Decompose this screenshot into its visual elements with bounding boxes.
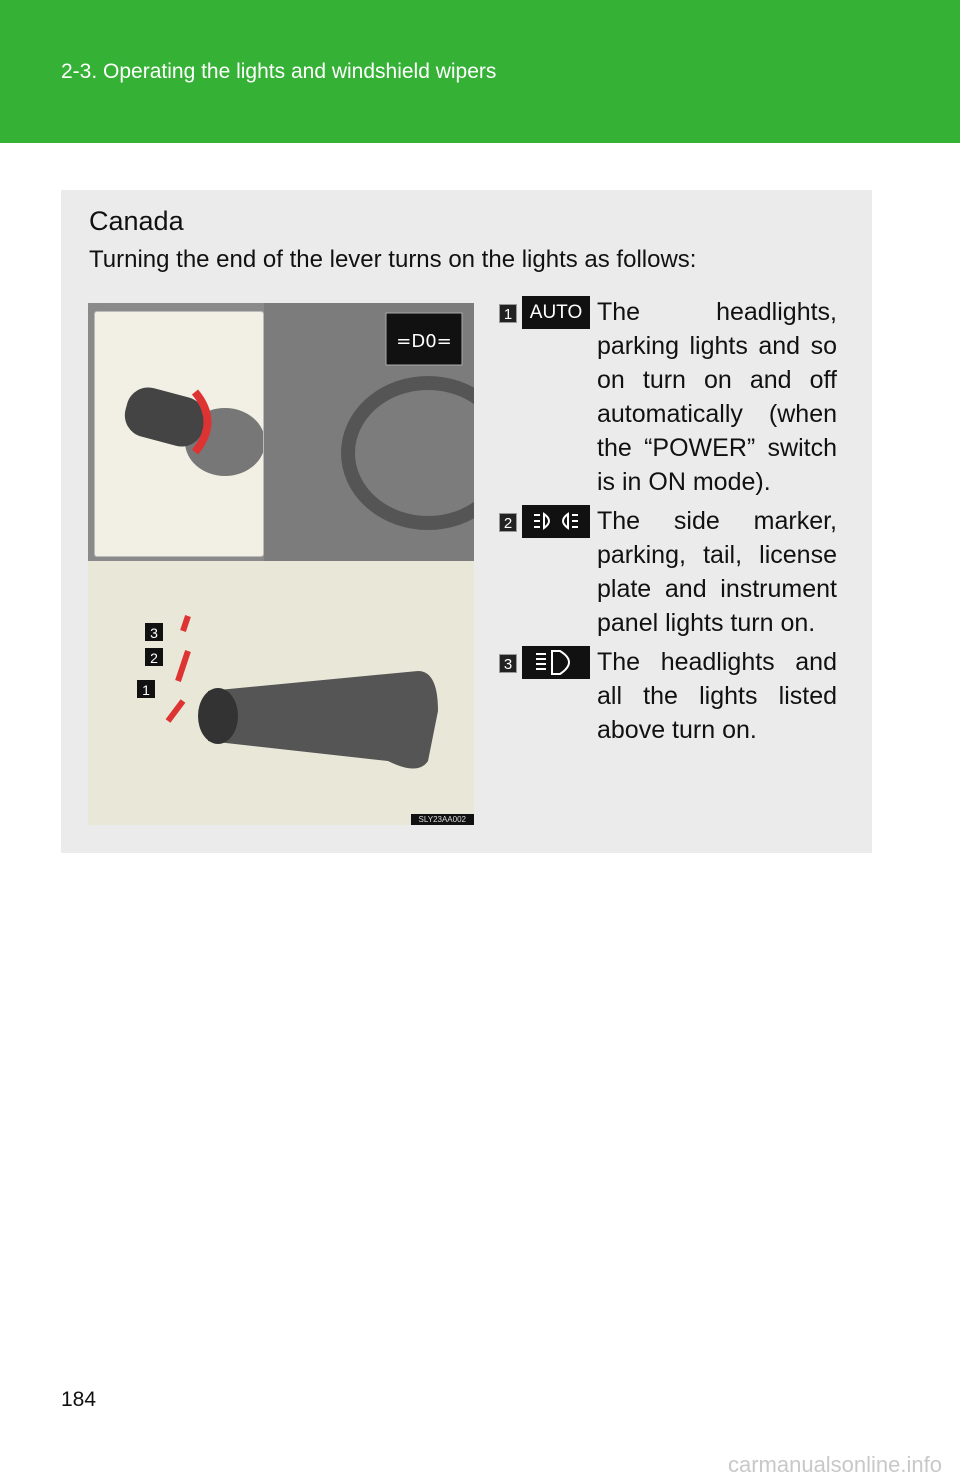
list-item	[497, 295, 837, 499]
headlight-icon	[522, 646, 590, 679]
list-item	[497, 504, 837, 640]
callout-1: 1	[142, 682, 150, 698]
callout-3: 3	[150, 625, 158, 641]
light-switch-illustration	[88, 303, 474, 825]
chapter-title: 2-3. Operating the lights and windshield wipers	[61, 60, 497, 83]
list-item	[497, 645, 837, 747]
lever-turn-inset	[94, 311, 264, 557]
light-positions-list	[497, 295, 837, 752]
item-text: The headlights, parking lights and so on turn on and off automatically (when the “POWER” switch is in ON mode).	[597, 298, 837, 496]
section-header	[0, 0, 960, 143]
parking-lights-icon	[522, 505, 590, 538]
item-text: The headlights and all the lights listed above turn on.	[597, 648, 837, 744]
intro-text: Turning the end of the lever turns on the lights as follows:	[89, 246, 697, 273]
item-text: The side marker, parking, tail, license plate and instrument panel lights turn on.	[597, 507, 837, 637]
svg-text:=D0=: =D0=	[396, 331, 452, 352]
item-number: 3	[499, 654, 517, 673]
watermark: carmanualsonline.info	[727, 1452, 942, 1477]
lever-positions-diagram	[88, 561, 474, 825]
section-title: Canada	[89, 206, 184, 236]
auto-icon: AUTO	[522, 296, 590, 329]
item-number: 2	[499, 513, 517, 532]
page-number: 184	[61, 1388, 97, 1411]
figure-code: SLY23AA002	[411, 814, 474, 825]
dashboard-illustration	[88, 303, 474, 561]
callout-2: 2	[150, 650, 158, 666]
item-number: 1	[499, 304, 517, 323]
canada-info-box	[61, 190, 872, 853]
